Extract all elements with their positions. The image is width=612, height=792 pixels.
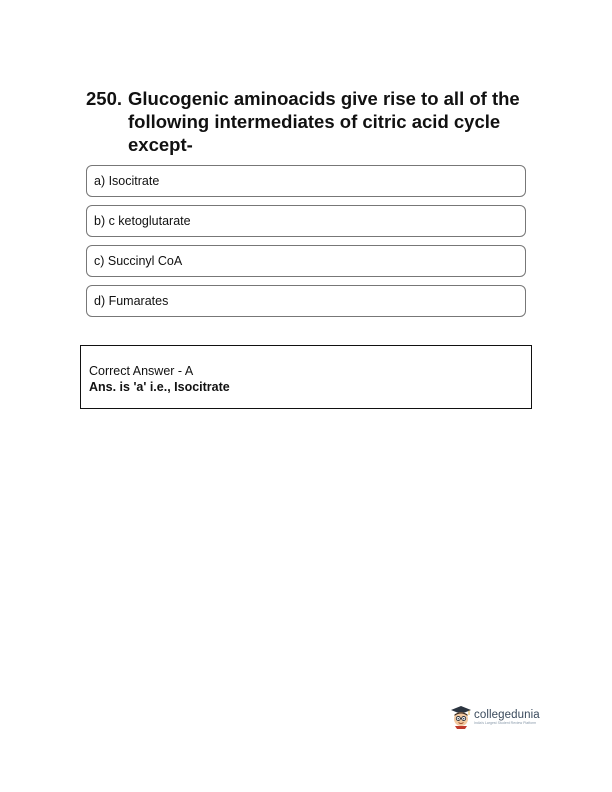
option-c[interactable]: c) Succinyl CoA xyxy=(86,245,526,277)
brand-tagline: India's Largest Student Review Platform xyxy=(474,720,537,725)
brand-text xyxy=(474,709,540,726)
question-text: Glucogenic aminoacids give rise to all of the following intermediates of citric acid cycle except- xyxy=(128,88,520,155)
option-d[interactable]: d) Fumarates xyxy=(86,285,526,317)
graduate-mascot-icon xyxy=(450,705,472,729)
options-list xyxy=(86,165,526,325)
brand-name: collegedunia xyxy=(474,708,540,721)
answer-box xyxy=(80,345,532,409)
correct-answer: Correct Answer - A xyxy=(89,364,194,378)
question xyxy=(86,87,526,156)
question-number: 250. xyxy=(86,88,123,109)
brand-logo xyxy=(450,705,540,729)
option-a[interactable]: a) Isocitrate xyxy=(86,165,526,197)
answer-explanation: Ans. is 'a' i.e., Isocitrate xyxy=(89,380,230,394)
option-b[interactable]: b) c ketoglutarate xyxy=(86,205,526,237)
